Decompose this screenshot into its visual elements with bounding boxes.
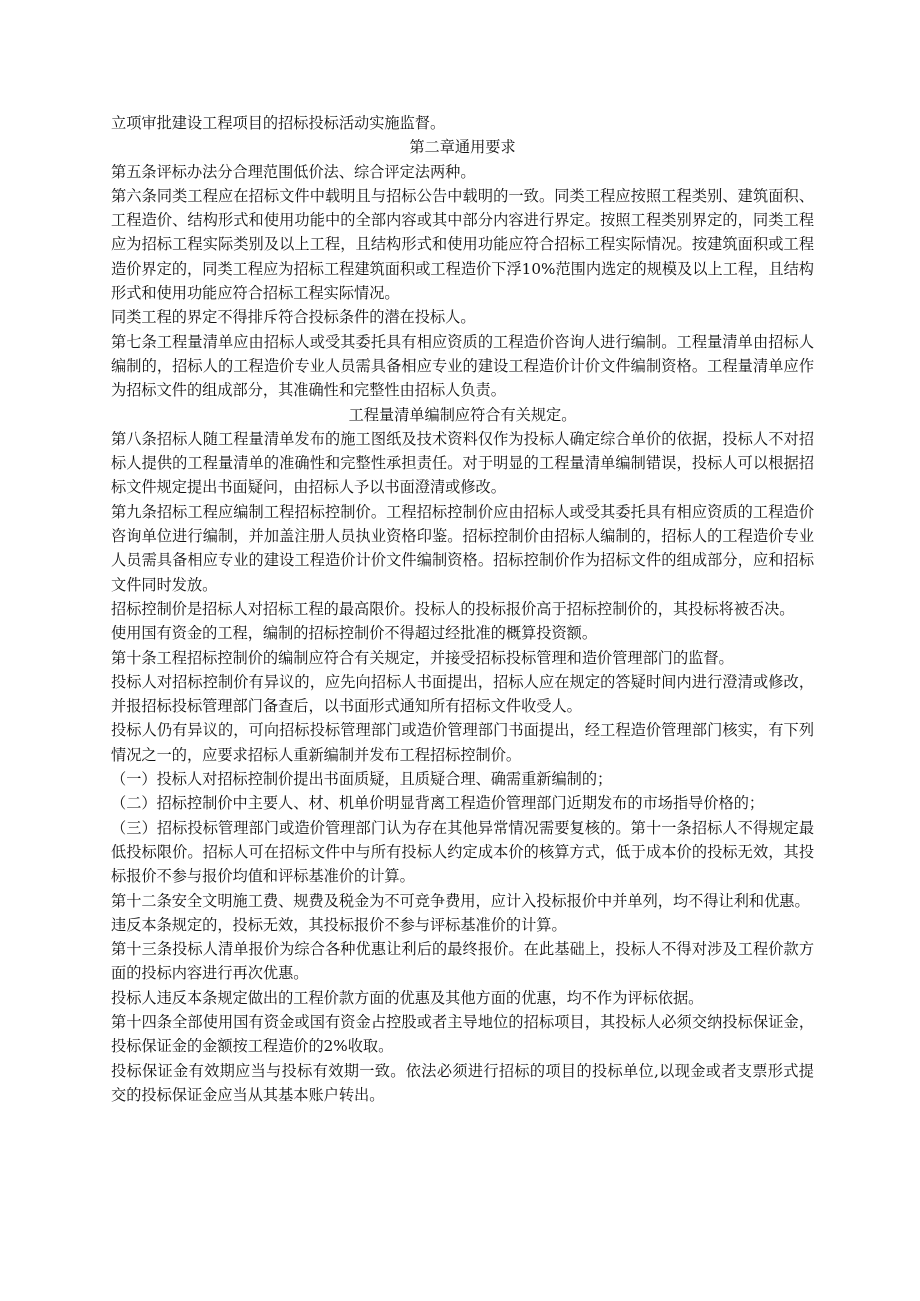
article-6-note: 同类工程的界定不得排斥符合投标条件的潜在投标人。 [111, 308, 476, 327]
article-9-ceiling: 招标控制价是招标人对招标工程的最高限价。投标人的投标报价高于招标控制价的，其投标将被否决。 [111, 599, 795, 618]
article-10: 第十条工程招标控制价的编制应符合有关规定，并接受招标投标管理和造价管理部门的监督。 [111, 648, 734, 667]
article-13: 第十三条投标人清单报价为综合各种优惠让利后的最终报价。在此基础上，投标人不得对涉及工程价款方面的投标内容进行再次优惠。 [111, 940, 814, 983]
article-8: 第八条招标人随工程量清单发布的施工图纸及技术资料仅作为投标人确定综合单价的依据，投标人不对招标人提供的工程量清单的准确性和完整性承担责任。对于明显的工程量清单编制错误，投标人可以根据招标文件规定提出书面疑问，由招标人予以书面澄清或修改。 [111, 429, 814, 497]
article-7: 第七条工程量清单应由招标人或受其委托具有相应资质的工程造价咨询人进行编制。工程量清单由招标人编制的，招标人的工程造价专业人员需具备相应专业的建设工程造价计价文件编制资格。工程量清单应作为招标文件的组成部分，其准确性和完整性由招标人负责。 [111, 332, 814, 400]
article-14: 第十四条全部使用国有资金或国有资金占控股或者主导地位的招标项目，其投标人必须交纳投标保证金，投标保证金的金额按工程造价的2%收取。 [111, 1012, 814, 1056]
paragraph-intro-tail: 立项审批建设工程项目的招标投标活动实施监督。 [111, 114, 446, 132]
article-7-note: 工程量清单编制应符合有关规定。 [348, 405, 577, 424]
article-13-violation: 投标人违反本条规定做出的工程价款方面的优惠及其他方面的优惠，均不作为评标依据。 [111, 988, 704, 1007]
article-5: 第五条评标办法分合理范围低价法、综合评定法两种。 [111, 162, 476, 181]
article-10-objection: 投标人对招标控制价有异议的，应先向招标人书面提出，招标人应在规定的答疑时间内进行澄清或修改，并报招标投标管理部门备查后，以书面形式通知所有招标文件收受人。 [111, 672, 814, 716]
chapter-heading: 第二章通用要求 [409, 138, 516, 157]
article-9-state-funds: 使用国有资金的工程，编制的招标控制价不得超过经批准的概算投资额。 [111, 624, 597, 643]
article-12: 第十二条安全文明施工费、规费及税金为不可竞争费用，应计入投标报价中并单列，均不得让利和优惠。 [111, 891, 810, 910]
article-9: 第九条招标工程应编制工程招标控制价。工程招标控制价应由招标人或受其委托具有相应资质的工程造价咨询单位进行编制，并加盖注册人员执业资格印鉴。招标控制价由招标人编制的，招标人的工程造价专业人员需具备相应专业的建设工程造价计价文件编制资格。招标控制价作为招标文件的组成部分，应和招标文件同时发放。 [111, 502, 814, 594]
article-12-violation: 违反本条规定的，投标无效，其投标报价不参与评标基准价的计算。 [111, 915, 567, 934]
article-10-item-3-and-article-11: （三）招标投标管理部门或造价管理部门认为存在其他异常情况需要复核的。第十一条招标人不得规定最低投标限价。招标人可在招标文件中与所有投标人约定成本价的核算方式，低于成本价的投标无效，其投标报价不参与报价均值和评标基准价的计算。 [111, 818, 814, 886]
article-14-validity: 投标保证金有效期应当与投标有效期一致。依法必须进行招标的项目的投标单位,以现金或者支票形式提交的投标保证金应当从其基本账户转出。 [111, 1061, 814, 1104]
article-10-further-objection: 投标人仍有异议的，可向招标投标管理部门或造价管理部门书面提出，经工程造价管理部门核实，有下列情况之一的，应要求招标人重新编制并发布工程招标控制价。 [111, 721, 814, 764]
article-10-item-1: （一）投标人对招标控制价提出书面质疑，且质疑合理、确需重新编制的； [111, 770, 613, 789]
article-6: 第六条同类工程应在招标文件中载明且与招标公告中载明的一致。同类工程应按照工程类别、建筑面积、工程造价、结构形式和使用功能中的全部内容或其中部分内容进行界定。按照工程类别界定的，同类工程应为招标工程实际类别及以上工程，且结构形式和使用功能应符合招标工程实际情况。按建筑面积或工程造价界定的，同类工程应为招标工程建筑面积或工程造价下浮10%范围内选定的规模及以上工程，且结构形式和使用功能应符合招标工程实际情况。 [111, 186, 814, 303]
document-body [111, 111, 814, 1107]
article-10-item-2: （二）招标控制价中主要人、材、机单价明显背离工程造价管理部门近期发布的市场指导价格的； [111, 794, 765, 813]
